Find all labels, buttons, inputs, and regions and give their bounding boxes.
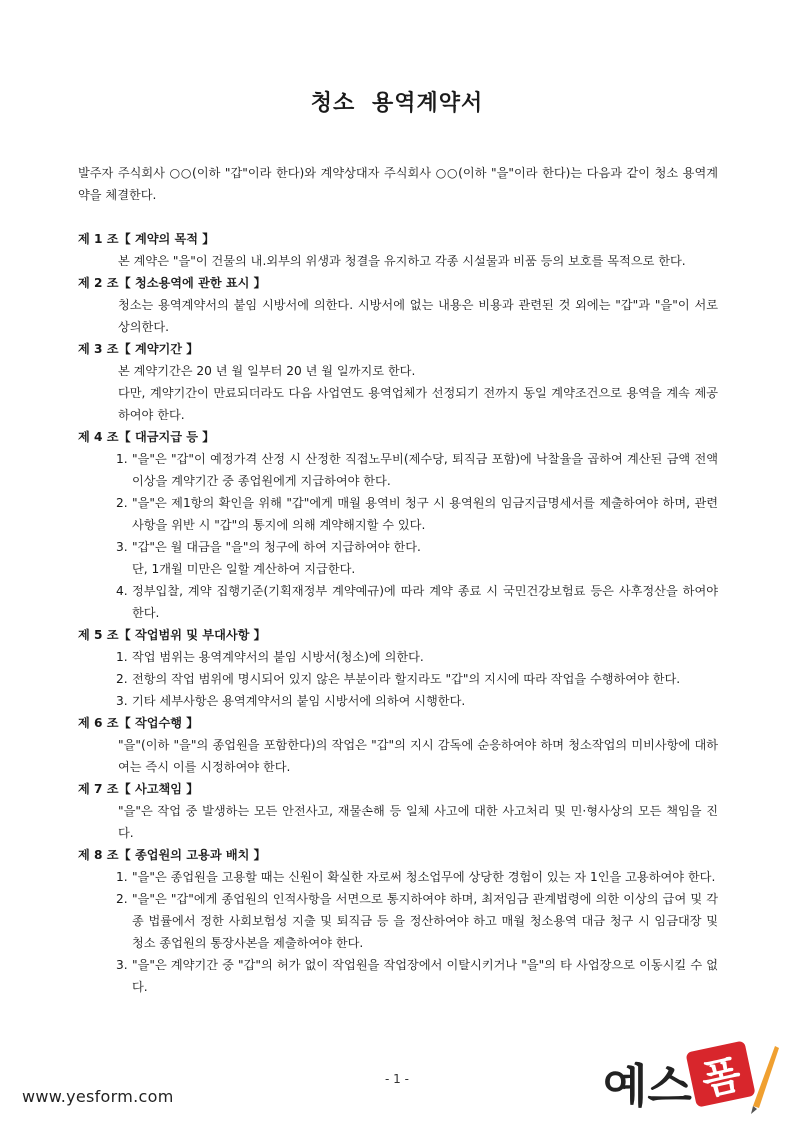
article-3 — [78, 338, 718, 426]
list-item — [116, 668, 718, 690]
article-4 — [78, 426, 718, 624]
item-extra-text: 단, 1개월 미만은 일할 계산하여 지급한다. — [132, 562, 356, 576]
logo-text-left: 예스 — [603, 1059, 692, 1113]
website-url[interactable]: www.yesform.com — [22, 1087, 174, 1106]
item-text: "을"은 계약기간 중 "갑"의 허가 없이 작업원을 작업장에서 이탈시키거나 "을"의 타 사업장으로 이동시킬 수 없다. — [132, 958, 718, 994]
article-7 — [78, 778, 718, 844]
list-item — [116, 954, 718, 998]
list-item — [116, 448, 718, 492]
article-items — [78, 646, 718, 712]
list-item — [116, 536, 718, 580]
list-item — [116, 492, 718, 536]
article-heading: 제 5 조【 작업범위 및 부대사항 】 — [78, 628, 266, 642]
item-number: 1. — [116, 452, 128, 466]
article-paragraph: "을"(이하 "을"의 종업원을 포함한다)의 작업은 "갑"의 지시 감독에 순응하여야 하며 청소작업의 미비사항에 대하여는 즉시 이를 시정하여야 한다. — [118, 738, 718, 774]
item-text: 전항의 작업 범위에 명시되어 있지 않은 부분이라 할지라도 "갑"의 지시에 따라 작업을 수행하여야 한다. — [132, 672, 681, 686]
list-item — [116, 866, 718, 888]
article-paragraph: 본 계약기간은 20 년 월 일부터 20 년 월 일까지로 한다. — [118, 364, 416, 378]
article-heading: 제 2 조【 청소용역에 관한 표시 】 — [78, 276, 266, 290]
yesform-logo[interactable] — [603, 1036, 783, 1116]
article-heading: 제 8 조【 종업원의 고용과 배치 】 — [78, 848, 266, 862]
document-title: 청소 용역계약서 — [310, 91, 484, 116]
item-text: "을"은 "갑"에게 종업원의 인적사항을 서면으로 통지하여야 하며, 최저임금 관계법령에 의한 이상의 급여 및 각종 법률에서 정한 사회보험성 지출 및 퇴직금 등 을 정산하여야 하고 매월 청소용역 대금 청구 시 임금대장 및 청소 종업원의 통장사본을 제출하여야 한다. — [132, 892, 718, 950]
intro-paragraph: 발주자 주식회사 ○○(이하 "갑"이라 한다)와 계약상대자 주식회사 ○○(이하 "을"이라 한다)는 다음과 같이 청소 용역계약을 체결한다. — [78, 166, 718, 202]
item-text: "을"은 제1항의 확인을 위해 "갑"에게 매월 용역비 청구 시 용역원의 임금지급명세서를 제출하여야 하며, 관련사항을 위반 시 "갑"의 통지에 의해 계약해지할 수 있다. — [132, 496, 718, 532]
item-text: "을"은 종업원을 고용할 때는 신원이 확실한 자로써 청소업무에 상당한 경험이 있는 자 1인을 고용하여야 한다. — [132, 870, 716, 884]
item-text: 정부입찰, 계약 집행기준(기획재정부 계약예규)에 따라 계약 종료 시 국민건강보험료 등은 사후정산을 하여야 한다. — [132, 584, 718, 620]
item-number: 2. — [116, 496, 128, 510]
article-2 — [78, 272, 718, 338]
item-number: 3. — [116, 958, 128, 972]
list-item — [116, 646, 718, 668]
list-item — [116, 888, 718, 954]
item-number: 1. — [116, 870, 128, 884]
item-text: 작업 범위는 용역계약서의 붙임 시방서(청소)에 의한다. — [132, 650, 424, 664]
article-paragraph: "을"은 작업 중 발생하는 모든 안전사고, 재물손해 등 일체 사고에 대한 사고처리 및 민·형사상의 모든 책임을 진다. — [118, 804, 718, 840]
articles-list — [78, 228, 718, 998]
article-5 — [78, 624, 718, 712]
list-item — [116, 580, 718, 624]
article-heading: 제 1 조【 계약의 목적 】 — [78, 232, 215, 246]
page-number: - 1 - — [385, 1072, 409, 1086]
item-number: 1. — [116, 650, 128, 664]
article-paragraph: 본 계약은 "을"이 건물의 내.외부의 위생과 청결을 유지하고 각종 시설물과 비품 등의 보호를 목적으로 한다. — [118, 254, 686, 268]
item-number: 3. — [116, 540, 128, 554]
article-heading: 제 4 조【 대금지급 등 】 — [78, 430, 215, 444]
document-body — [78, 162, 718, 998]
article-heading: 제 3 조【 계약기간 】 — [78, 342, 199, 356]
item-number: 2. — [116, 892, 128, 906]
quill-tip-icon — [751, 1106, 757, 1114]
article-items — [78, 866, 718, 998]
article-paragraph: 청소는 용역계약서의 붙임 시방서에 의한다. 시방서에 없는 내용은 비용과 관련된 것 외에는 "갑"과 "을"이 서로 상의한다. — [118, 298, 718, 334]
article-items — [78, 448, 718, 624]
item-number: 2. — [116, 672, 128, 686]
list-item — [116, 690, 718, 712]
quill-icon — [753, 1046, 779, 1108]
article-heading: 제 6 조【 작업수행 】 — [78, 716, 199, 730]
article-1 — [78, 228, 718, 272]
logo-text-badge: 폼 — [697, 1051, 746, 1105]
item-text: "을"은 "갑"이 예정가격 산정 시 산정한 직접노무비(제수당, 퇴직금 포함)에 낙찰율을 곱하여 계산된 금액 전액 이상을 계약기간 중 종업원에게 지급하여야 한다. — [132, 452, 718, 488]
item-text: 기타 세부사항은 용역계약서의 붙임 시방서에 의하여 시행한다. — [132, 694, 466, 708]
item-text: "갑"은 월 대금을 "을"의 청구에 하여 지급하여야 한다. — [132, 540, 421, 554]
item-number: 4. — [116, 584, 128, 598]
item-number: 3. — [116, 694, 128, 708]
article-paragraph: 다만, 계약기간이 만료되더라도 다음 사업연도 용역업체가 선정되기 전까지 동일 계약조건으로 용역을 계속 제공하여야 한다. — [118, 386, 718, 422]
article-heading: 제 7 조【 사고책임 】 — [78, 782, 199, 796]
article-8 — [78, 844, 718, 998]
article-6 — [78, 712, 718, 778]
